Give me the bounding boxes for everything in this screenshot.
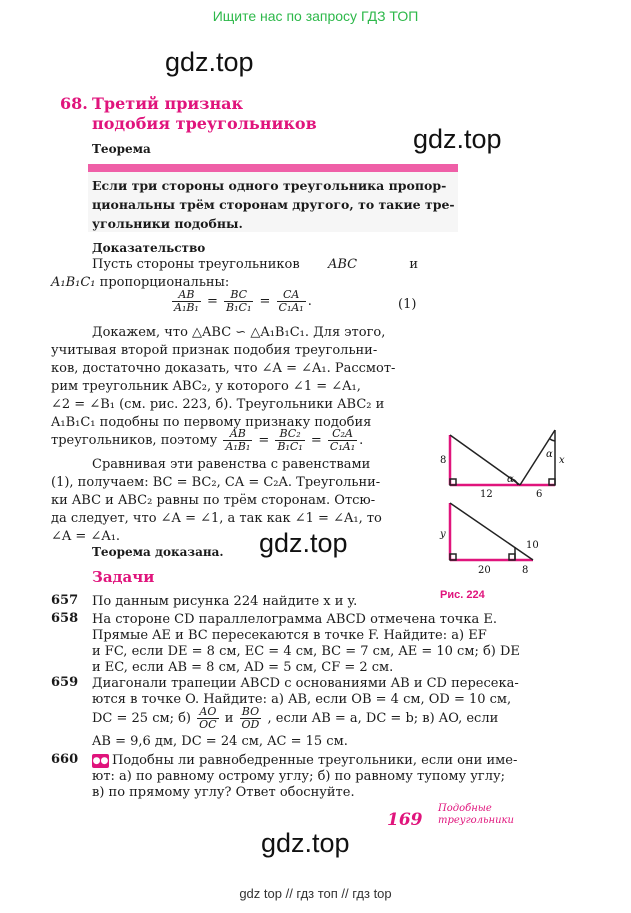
fraction: $\frac{CA}{\text{C₁A₁}}$: [278, 288, 304, 314]
figure-label: 8: [522, 565, 529, 576]
watermark: gdz.top: [259, 528, 348, 558]
task-text: DC = 25 см; б) $\frac{AO}{OC}$ и $\frac{BO}{OD}$ , если AB = a, DC = b; в) AO, если: [92, 705, 499, 731]
figure-caption: Рис. 224: [440, 589, 485, 601]
hypotenuse-3: [450, 503, 533, 560]
text: , если AB = a, DC = b; в) AO, если: [267, 711, 499, 726]
proof-line: ∠2 = ∠B₁ (см. рис. 223, б). Треугольники ABC₂ и: [51, 397, 385, 412]
fraction: $\frac{\text{BC₂}}{\text{B₁C₁}}$: [277, 427, 303, 453]
running-head-line: треугольники: [438, 815, 514, 826]
text: DC = 25 см; б): [92, 711, 192, 726]
task-text: и EC, если AB = 8 см, AD = 5 см, CF = 2 см.: [92, 660, 394, 675]
text: Пусть стороны треугольников: [92, 257, 300, 272]
figure-label: 10: [526, 540, 539, 551]
theorem-bar: [88, 164, 458, 172]
text: и: [409, 257, 418, 272]
proof-end: Теорема доказана.: [92, 545, 224, 559]
text: пропорциональны:: [95, 275, 230, 290]
ratio-equation: $\frac{AB}{\text{A₁B₁}}$ = $\frac{BC}{\text{B₁C₁}}$ = $\frac{CA}{\text{C₁A₁}}$ .: [174, 288, 312, 314]
theorem-text: [92, 176, 456, 233]
running-head-line: Подобные: [438, 803, 492, 814]
proof-heading: Доказательство: [92, 241, 206, 255]
running-head: [438, 803, 514, 827]
theorem-line: Если три стороны одного треугольника пропор-: [92, 178, 447, 193]
proof-line: ∠A = ∠A₁.: [51, 529, 121, 544]
task-text: в) по прямому углу? Ответ обоснуйте.: [92, 785, 355, 800]
theorem-line: циональны трём сторонам другого, то такие тре-: [92, 197, 455, 212]
proof-line: треугольников, поэтому $\frac{AB}{\text{A₁B₁}}$ = $\frac{\text{BC₂}}{\text{B₁C₁}}$ = $\frac{\text{C₂A}}{\text{C₁A₁}}$ .: [51, 427, 364, 453]
figure-224: [430, 425, 590, 585]
proof-line: ки ABC и ABC₂ равны по трём сторонам. Отсю-: [51, 493, 376, 508]
task-number: 658: [51, 611, 79, 626]
task-text: На стороне CD параллелограмма ABCD отмечена точка E.: [92, 612, 498, 627]
task-text: Диагонали трапеции ABCD с основаниями AB и CD пересека-: [92, 676, 519, 691]
text: Подобны ли равнобедренные треугольники, если они име-: [112, 753, 518, 768]
fraction: $\frac{BC}{\text{B₁C₁}}$: [226, 288, 252, 314]
watermark: gdz.top: [165, 47, 254, 77]
task-text: ются в точке O. Найдите: а) AB, если OB = 4 см, OD = 10 см,: [92, 692, 512, 707]
proof-line: [92, 256, 418, 274]
figure-label: 6: [536, 489, 543, 500]
figure-label: y: [440, 529, 446, 540]
fraction: $\frac{AB}{\text{A₁B₁}}$: [225, 427, 251, 453]
theorem-heading: Теорема: [92, 142, 151, 156]
figure-label: 12: [480, 489, 493, 500]
task-text: По данным рисунка 224 найдите x и y.: [92, 594, 358, 609]
watermark: gdz.top: [413, 124, 502, 154]
task-number: 660: [51, 752, 79, 767]
task-number: 659: [51, 675, 79, 690]
proof-line: да следует, что ∠A = ∠1, а так как ∠1 = ∠A₁, то: [51, 511, 382, 526]
proof-line: (1), получаем: BC = BC₂, CA = C₂A. Треугольни-: [51, 475, 381, 490]
task-text: Прямые AE и BC пересекаются в точке F. Найдите: а) EF: [92, 628, 487, 643]
proof-line: A₁B₁C₁ подобны по первому признаку подобия: [51, 415, 372, 430]
fraction: $\frac{BO}{OD}$: [241, 705, 260, 731]
proof-line: учитывая второй признак подобия треугольни-: [51, 343, 378, 358]
proof-line: рим треугольник ABC₂, у которого ∠1 = ∠A₁,: [51, 379, 361, 394]
task-number: 657: [51, 593, 79, 608]
proof-line: Сравнивая эти равенства с равенствами: [92, 457, 371, 472]
equation-number: (1): [398, 297, 417, 312]
watermark: gdz.top: [261, 828, 350, 858]
footer-links[interactable]: gdz top // гдз топ // гдз top: [239, 886, 392, 901]
tasks-heading: Задачи: [92, 568, 155, 586]
text: A₁B₁C₁: [51, 275, 96, 290]
task-text: AB = 9,6 дм, DC = 24 см, AC = 15 см.: [92, 734, 348, 749]
figure-label: α: [507, 474, 514, 485]
text: треугольников, поэтому: [51, 433, 218, 448]
fraction: $\frac{\text{C₂A}}{\text{C₁A₁}}$: [329, 427, 356, 453]
top-banner[interactable]: Ищите нас по запросу ГДЗ ТОП: [212, 8, 419, 24]
section-title: [92, 94, 352, 134]
figure-label: 20: [478, 565, 491, 576]
figure-label: 8: [440, 455, 447, 466]
task-text: и FC, если DE = 8 см, EC = 4 см, BC = 7 см, AE = 10 см; б) DE: [92, 644, 520, 659]
section-title-line: Третий признак: [92, 94, 244, 113]
figure-label: α: [546, 449, 553, 460]
task-text: ют: а) по равному острому углу; б) по равному тупому углу;: [92, 769, 505, 784]
fraction: $\frac{AB}{\text{A₁B₁}}$: [174, 288, 199, 314]
group-work-icon: ●●: [92, 755, 109, 766]
proof-line: Докажем, что △ABC ∽ △A₁B₁C₁. Для этого,: [92, 325, 386, 340]
section-number: 68.: [60, 94, 88, 113]
text: ABC: [328, 257, 358, 272]
theorem-line: угольники подобны.: [92, 216, 243, 231]
proof-line: ков, достаточно доказать, что ∠A = ∠A₁. Рассмот-: [51, 361, 396, 376]
fraction: $\frac{AO}{OC}$: [199, 705, 217, 731]
page-number: 169: [387, 810, 423, 830]
section-title-line: подобия треугольников: [92, 114, 317, 133]
figure-label: x: [559, 455, 565, 466]
